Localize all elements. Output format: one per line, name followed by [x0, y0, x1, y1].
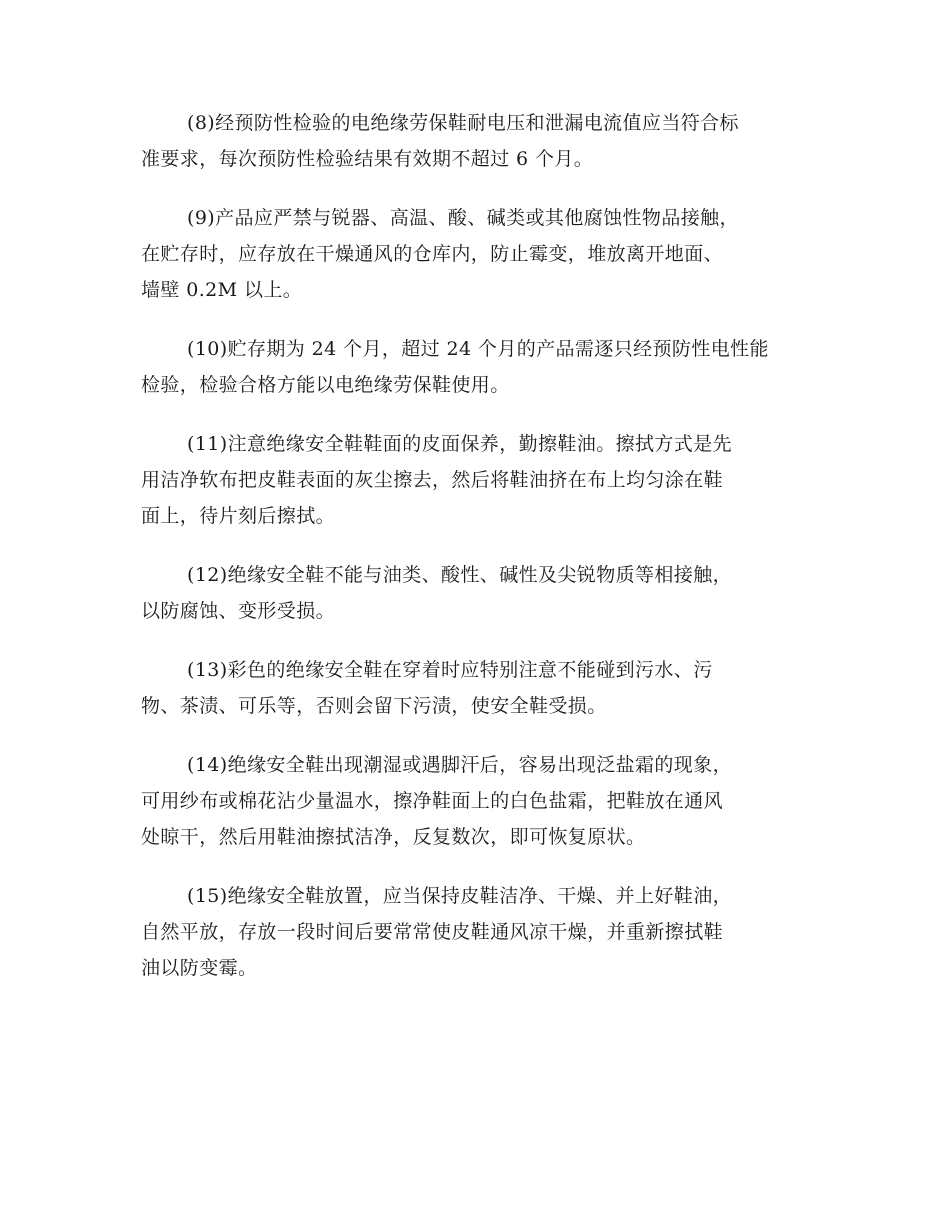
paragraph-line: 油以防变霉。 — [141, 957, 258, 979]
paragraph-item-11 — [141, 426, 821, 534]
document-body — [141, 105, 821, 1009]
paragraph-line: 面上，待片刻后擦拭。 — [141, 505, 336, 527]
paragraph-line: 在贮存时，应存放在干燥通风的仓库内，防止霉变，堆放离开地面、 — [141, 243, 724, 265]
paragraph-line: 准要求，每次预防性检验结果有效期不超过 6 个月。 — [141, 148, 594, 170]
paragraph-item-8 — [141, 105, 821, 177]
paragraph-line: (8)经预防性检验的电绝缘劳保鞋耐电压和泄漏电流值应当符合标 — [187, 112, 739, 134]
paragraph-line: 自然平放，存放一段时间后要常常使皮鞋通风凉干燥，并重新擦拭鞋 — [141, 921, 724, 943]
paragraph-item-10 — [141, 331, 821, 403]
paragraph-line: 处晾干，然后用鞋油擦拭洁净，反复数次，即可恢复原状。 — [141, 826, 646, 848]
paragraph-line: (14)绝缘安全鞋出现潮湿或遇脚汗后，容易出现泛盐霜的现象， — [187, 754, 733, 776]
paragraph-item-9 — [141, 200, 821, 308]
paragraph-line: 检验，检验合格方能以电绝缘劳保鞋使用。 — [141, 374, 510, 396]
paragraph-item-15 — [141, 878, 821, 986]
paragraph-line: (10)贮存期为 24 个月，超过 24 个月的产品需逐只经预防性电性能 — [187, 338, 769, 360]
paragraph-line: 以防腐蚀、变形受损。 — [141, 600, 336, 622]
paragraph-line: 物、茶渍、可乐等，否则会留下污渍，使安全鞋受损。 — [141, 695, 607, 717]
paragraph-line: 可用纱布或棉花沾少量温水，擦净鞋面上的白色盐霜，把鞋放在通风 — [141, 790, 724, 812]
paragraph-line: (15)绝缘安全鞋放置，应当保持皮鞋洁净、干燥、并上好鞋油， — [187, 885, 733, 907]
paragraph-line: (11)注意绝缘安全鞋鞋面的皮面保养，勤擦鞋油。擦拭方式是先 — [187, 433, 733, 455]
paragraph-line: 用洁净软布把皮鞋表面的灰尘擦去，然后将鞋油挤在布上均匀涂在鞋 — [141, 469, 724, 491]
paragraph-line: (13)彩色的绝缘安全鞋在穿着时应特别注意不能碰到污水、污 — [187, 659, 713, 681]
paragraph-line: 墙壁 0.2M 以上。 — [141, 279, 303, 301]
paragraph-line: (9)产品应严禁与锐器、高温、酸、碱类或其他腐蚀性物品接触， — [187, 207, 739, 229]
paragraph-item-13 — [141, 652, 821, 724]
paragraph-item-14 — [141, 747, 821, 855]
paragraph-line: (12)绝缘安全鞋不能与油类、酸性、碱性及尖锐物质等相接触， — [187, 564, 733, 586]
paragraph-item-12 — [141, 557, 821, 629]
